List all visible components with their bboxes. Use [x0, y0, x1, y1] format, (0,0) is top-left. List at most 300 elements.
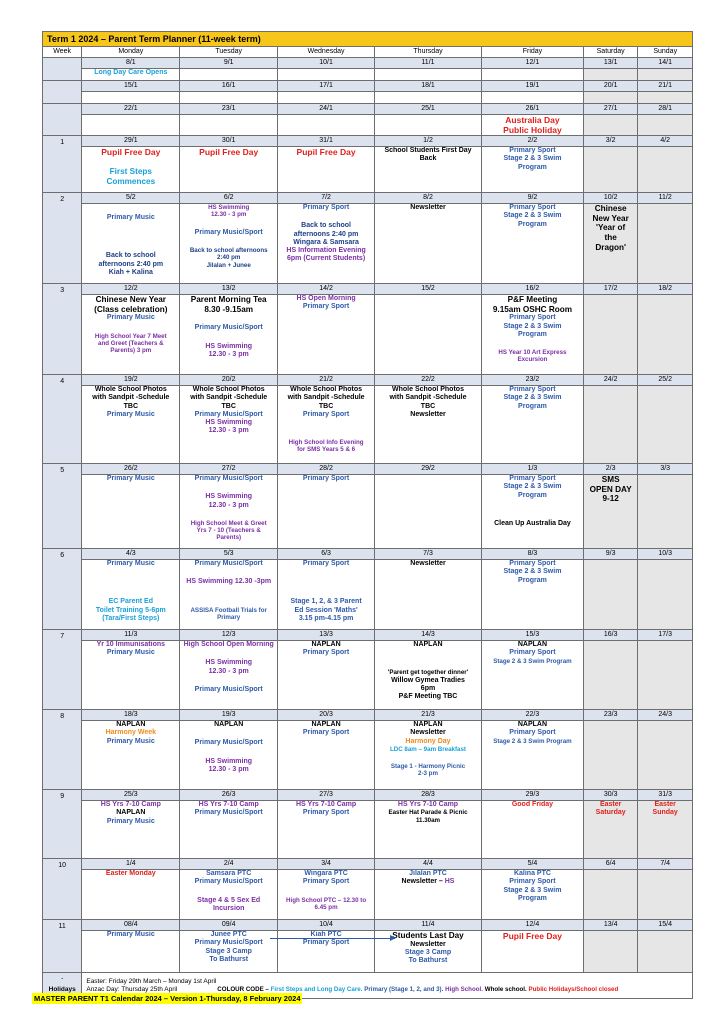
swim-program: Stage 2 & 3 Swim — [503, 322, 562, 330]
naplan: NAPLAN — [214, 721, 244, 729]
event-cell — [82, 69, 180, 81]
primary-music: Primary Music — [106, 560, 155, 568]
naplan: NAPLAN — [517, 641, 548, 649]
naplan: NAPLAN — [413, 721, 443, 729]
back-to-school: Back to school — [301, 222, 351, 230]
event-cell — [278, 931, 375, 973]
date-cell: 1/4 — [82, 859, 180, 870]
hs-swimming: HS Swimming — [205, 493, 253, 501]
event-cell — [82, 870, 180, 920]
easter-saturday: Saturday — [595, 809, 626, 817]
date-cell: 7/4 — [638, 859, 693, 870]
school-first-day-back: Back — [419, 155, 437, 163]
newsletter: Newsletter — [410, 560, 446, 568]
event-cell — [481, 721, 583, 790]
clean-up-australia-day: Clean Up Australia Day — [494, 519, 571, 527]
date-cell: 30/3 — [583, 790, 638, 801]
event-cell — [82, 801, 180, 859]
primary-sport: Primary Sport — [509, 878, 556, 886]
week-cell-blank — [43, 104, 82, 136]
holidays-label: Holidays — [48, 985, 76, 993]
event-cell — [278, 204, 375, 284]
date-cell: 20/2 — [180, 375, 278, 386]
week-number: 10 — [43, 859, 82, 920]
event-cell — [82, 931, 180, 973]
date-cell: 9/1 — [180, 58, 278, 69]
primary-sport: Primary Sport — [302, 560, 350, 568]
chinese-new-year: Chinese — [594, 204, 627, 214]
school-photos-2: with Sandpit -Schedule — [190, 394, 268, 402]
event-cell — [583, 204, 638, 284]
stage3-camp-dest: To Bathurst — [408, 957, 448, 965]
date-cell: 25/2 — [638, 375, 693, 386]
date-cell: 8/2 — [375, 193, 482, 204]
date-cell: 4/3 — [82, 549, 180, 560]
sex-ed-incursion-2: Incursion — [212, 904, 245, 912]
year7-meet-greet-2: and Greet (Teachers & — [98, 339, 164, 347]
colour-code-hs: High School. — [445, 985, 483, 993]
date-cell: 12/3 — [180, 630, 278, 641]
date-cell: 8/3 — [481, 549, 583, 560]
header-sunday: Sunday — [638, 47, 693, 58]
date-cell: 1/3 — [481, 464, 583, 475]
date-cell: 30/1 — [180, 136, 278, 147]
event-cell — [278, 386, 375, 464]
hs-swimming: HS Swimming 12.30 -3pm — [186, 578, 272, 586]
easter-hat-parade-time: 11.30am — [415, 816, 441, 824]
header-monday: Monday — [82, 47, 180, 58]
week-number: 4 — [43, 375, 82, 464]
easter-hat-parade: Easter Hat Parade & Picnic — [388, 809, 468, 817]
event-cell — [82, 204, 180, 284]
event-cell — [82, 560, 180, 630]
primary-music: Primary Music — [106, 931, 155, 939]
primary-sport: Primary Sport — [302, 878, 350, 886]
date-cell: 8/1 — [82, 58, 180, 69]
date-cell: 3/3 — [638, 464, 693, 475]
date-cell: 25/3 — [82, 790, 180, 801]
chinese-new-year-2: New Year — [592, 213, 629, 223]
school-photos: Whole School Photos — [290, 386, 363, 394]
primary-music: Primary Music — [106, 817, 155, 825]
school-photos-3: TBC — [221, 402, 236, 410]
easter: Easter — [599, 801, 622, 809]
primary-music: Primary Music — [106, 214, 155, 222]
back-to-school-time: afternoons 2:40 pm — [293, 230, 359, 238]
easter-holiday-dates: Easter: Friday 29th March – Monday 1st April — [86, 977, 217, 985]
date-cell: 16/1 — [180, 81, 278, 92]
swim-program-cont: Program — [518, 894, 547, 902]
date-cell: 20/3 — [278, 710, 375, 721]
parent-dinner-venue: Willow Gymea Tradies — [391, 676, 465, 684]
first-steps-commences: Commences — [106, 176, 156, 186]
event-cell — [180, 870, 278, 920]
newsletter: Newsletter — [410, 410, 446, 418]
chinese-new-year-3: 'Year of — [596, 223, 626, 233]
date-cell: 18/3 — [82, 710, 180, 721]
date-cell: 17/3 — [638, 630, 693, 641]
date-cell: 24/3 — [638, 710, 693, 721]
primary-sport: Primary Sport — [302, 809, 350, 817]
week-number: 2 — [43, 193, 82, 284]
students-last-day: Students Last Day — [392, 931, 464, 941]
event-cell — [375, 204, 482, 284]
date-cell: 7/2 — [278, 193, 375, 204]
ldc-breakfast: LDC 8am – 9am Breakfast — [389, 745, 466, 753]
date-cell: 23/1 — [180, 104, 278, 115]
date-cell: 27/3 — [278, 790, 375, 801]
date-cell: 13/3 — [278, 630, 375, 641]
yr10-immunisations: Yr 10 Immunisations — [96, 641, 166, 649]
hs-swimming-time: 12.30 - 3 pm — [208, 765, 249, 773]
swim-program: Stage 2 & 3 Swim — [503, 212, 562, 220]
school-first-day: School Students First Day — [384, 147, 472, 155]
date-cell: 09/4 — [180, 920, 278, 931]
hs-ptc-time: 6.45 pm — [314, 903, 338, 911]
harmony-week: Harmony Week — [105, 729, 157, 737]
date-cell: 13/2 — [180, 284, 278, 295]
newsletter-hs: HS — [444, 878, 455, 886]
event-cell — [375, 147, 482, 193]
primary-sport: Primary Sport — [302, 303, 350, 311]
primary-music-sport: Primary Music/Sport — [194, 878, 263, 886]
hs-meet-greet-3: Parents) — [216, 534, 242, 542]
parent-dinner-time: 6pm — [420, 684, 436, 692]
school-photos-3: TBC — [318, 402, 334, 410]
date-cell: 12/4 — [481, 920, 583, 931]
primary-music-sport: Primary Music/Sport — [194, 410, 263, 418]
date-cell: 14/3 — [375, 630, 482, 641]
date-cell: 10/1 — [278, 58, 375, 69]
sms-open-day-2: OPEN DAY — [589, 484, 632, 494]
date-cell: 2/2 — [481, 136, 583, 147]
newsletter: Newsletter — [410, 204, 446, 212]
date-cell: 29/2 — [375, 464, 482, 475]
date-cell: 10/2 — [583, 193, 638, 204]
date-cell: 2/4 — [180, 859, 278, 870]
newsletter: Newsletter — [410, 729, 446, 737]
hs-swimming: HS Swimming — [205, 419, 253, 427]
primary-sport: Primary Sport — [509, 147, 556, 155]
pf-meeting: P&F Meeting — [507, 295, 558, 305]
event-cell — [82, 386, 180, 464]
event-cell — [278, 475, 375, 549]
stage3-camp: Stage 3 Camp — [404, 948, 452, 956]
event-cell — [180, 386, 278, 464]
date-cell: 3/4 — [278, 859, 375, 870]
event-cell — [180, 560, 278, 630]
event-cell — [481, 147, 583, 193]
primary-music: Primary Music — [106, 314, 155, 322]
swim-program: Stage 2 & 3 Swim — [503, 155, 562, 163]
date-cell: 27/1 — [583, 104, 638, 115]
kiah-ptc: Kiah PTC — [310, 931, 342, 939]
kalina-ptc: Kalina PTC — [513, 870, 551, 878]
date-cell: 16/2 — [481, 284, 583, 295]
date-cell: 26/2 — [82, 464, 180, 475]
harmony-picnic: Stage 1 - Harmony Picnic — [390, 763, 466, 771]
week-number: 11 — [43, 920, 82, 973]
date-cell: 14/2 — [278, 284, 375, 295]
hs-open-morning: HS Open Morning — [296, 295, 356, 303]
parent-morning-tea-time: 8.30 -9.15am — [204, 304, 254, 314]
date-cell: 19/3 — [180, 710, 278, 721]
date-cell: 23/3 — [583, 710, 638, 721]
date-cell: 1/2 — [375, 136, 482, 147]
colour-code-holiday: Public Holidays/School closed — [528, 985, 619, 993]
week-number: 3 — [43, 284, 82, 375]
colour-code-label: COLOUR CODE – — [217, 985, 271, 993]
date-cell: 15/1 — [82, 81, 180, 92]
naplan: NAPLAN — [311, 721, 341, 729]
event-cell — [82, 721, 180, 790]
primary-sport: Primary Sport — [302, 649, 350, 657]
date-cell: 11/4 — [375, 920, 482, 931]
event-cell — [481, 560, 583, 630]
primary-music-sport: Primary Music/Sport — [194, 739, 263, 747]
event-cell — [375, 560, 482, 630]
primary-music-sport: Primary Music/Sport — [194, 324, 263, 332]
easter: Easter — [654, 801, 676, 809]
event-cell — [375, 386, 482, 464]
date-cell: 6/2 — [180, 193, 278, 204]
date-cell: 19/2 — [82, 375, 180, 386]
primary-sport: Primary Sport — [509, 386, 556, 394]
week-number: 8 — [43, 710, 82, 790]
maths-session-2: Ed Session 'Maths' — [294, 606, 358, 614]
back-to-school-time: 2:40 pm — [217, 254, 241, 262]
stage3-camp-arrow — [270, 938, 395, 939]
date-cell: 13/1 — [583, 58, 638, 69]
header-saturday: Saturday — [583, 47, 638, 58]
jilalan-ptc: Jilalan PTC — [409, 870, 447, 878]
date-cell: 28/1 — [638, 104, 693, 115]
stage3-camp: Stage 3 Camp — [205, 947, 252, 955]
event-cell — [583, 801, 638, 859]
event-cell — [180, 204, 278, 284]
date-cell: 26/1 — [481, 104, 583, 115]
primary-sport: Primary Sport — [302, 939, 350, 947]
header-week: Week — [43, 47, 82, 58]
event-cell — [278, 870, 375, 920]
header-friday: Friday — [481, 47, 583, 58]
hs-open-morning: High School Open Morning — [183, 641, 274, 649]
naplan: NAPLAN — [116, 721, 146, 729]
hs-information-evening: HS Information Evening — [286, 247, 366, 255]
school-photos-2: with Sandpit -Schedule — [92, 394, 170, 402]
event-cell — [375, 801, 482, 859]
date-cell: 4/4 — [375, 859, 482, 870]
naplan: NAPLAN — [517, 721, 548, 729]
week-cell-blank — [43, 81, 82, 104]
back-to-school-classes: Jilalan + Junee — [206, 261, 251, 269]
hs-info-evening: High School Info Evening — [288, 439, 364, 447]
school-photos: Whole School Photos — [192, 386, 265, 394]
school-photos: Whole School Photos — [392, 386, 464, 394]
event-cell — [278, 721, 375, 790]
date-cell: 22/1 — [82, 104, 180, 115]
swim-program-cont: Program — [518, 330, 547, 338]
chinese-new-year-5: Dragon' — [595, 242, 626, 252]
date-cell: 29/1 — [82, 136, 180, 147]
good-friday: Good Friday — [511, 801, 554, 809]
primary-music: Primary Music — [106, 410, 155, 418]
hs-camp: HS Yrs 7-10 Camp — [295, 801, 357, 809]
stage3-camp-dest: To Bathurst — [209, 955, 249, 963]
school-photos: Whole School Photos — [94, 386, 167, 394]
date-cell: 9/2 — [481, 193, 583, 204]
easter-monday: Easter Monday — [105, 870, 156, 878]
samsara-ptc: Samsara PTC — [206, 870, 252, 878]
date-cell: 7/3 — [375, 549, 482, 560]
event-cell — [278, 801, 375, 859]
week-number: 1 — [43, 136, 82, 193]
swim-program-cont: Program — [518, 402, 547, 410]
event-cell — [481, 641, 583, 710]
swim-program-cont: Program — [518, 576, 547, 584]
date-cell: 26/3 — [180, 790, 278, 801]
tara-first-steps: (Tara/First Steps) — [102, 614, 160, 622]
first-steps: First Steps — [109, 167, 152, 177]
parent-morning-tea: Parent Morning Tea — [190, 295, 267, 305]
event-cell — [82, 147, 180, 193]
date-cell: 5/2 — [82, 193, 180, 204]
maths-session-time: 3.15 pm-4.15 pm — [298, 614, 354, 622]
primary-music-sport: Primary Music/Sport — [194, 685, 263, 693]
school-photos-2: with Sandpit -Schedule — [287, 394, 365, 402]
event-cell — [375, 721, 482, 790]
primary-sport: Primary Sport — [302, 729, 350, 737]
event-cell — [375, 870, 482, 920]
sms-open-day-time: 9-12 — [602, 494, 619, 504]
pf-meeting-time: 9.15am OSHC Room — [492, 304, 573, 314]
week-number: 6 — [43, 549, 82, 630]
football-trials: ASSISA Football Trials for — [190, 606, 267, 614]
hs-swimming: HS Swimming — [205, 659, 253, 667]
hs-camp: HS Yrs 7-10 Camp — [198, 801, 259, 809]
back-to-school: Back to school afternoons — [189, 246, 268, 254]
event-cell — [180, 475, 278, 549]
date-cell: 10/3 — [638, 549, 693, 560]
primary-sport: Primary Sport — [302, 204, 350, 212]
pupil-free-day: Pupil Free Day — [502, 931, 562, 942]
event-cell — [481, 801, 583, 859]
anzac-day: Anzac Day: Thursday 25th April — [86, 985, 178, 993]
primary-music: Primary Music — [106, 649, 155, 657]
term-planner-table — [42, 31, 693, 999]
primary-music: Primary Music — [106, 737, 155, 745]
junee-ptc: Junee PTC — [210, 931, 247, 939]
primary-sport: Primary Sport — [302, 410, 350, 418]
date-cell: 21/1 — [638, 81, 693, 92]
event-cell — [278, 560, 375, 630]
event-cell — [180, 721, 278, 790]
back-to-school: Back to school — [105, 252, 156, 260]
event-cell — [638, 801, 693, 859]
event-cell — [278, 295, 375, 375]
event-cell — [481, 295, 583, 375]
hs-swimming-time: 12.30 - 3 pm — [208, 667, 249, 675]
date-cell: 9/3 — [583, 549, 638, 560]
date-cell: 15/2 — [375, 284, 482, 295]
date-cell: 18/1 — [375, 81, 482, 92]
swim-program: Stage 2 & 3 Swim — [503, 568, 562, 576]
date-cell: 10/4 — [278, 920, 375, 931]
hs-swimming-time: 12.30 - 3 pm — [208, 427, 249, 435]
hs-swimming-time: 12.30 - 3 pm — [210, 211, 247, 219]
date-cell: 11/1 — [375, 58, 482, 69]
hs-camp: HS Yrs 7-10 Camp — [100, 801, 161, 809]
primary-sport: Primary Sport — [509, 560, 556, 568]
swim-program-cont: Program — [518, 491, 547, 499]
date-cell: 16/3 — [583, 630, 638, 641]
primary-sport: Primary Sport — [509, 649, 556, 657]
school-photos-3: TBC — [123, 402, 138, 410]
primary-music-sport: Primary Music/Sport — [194, 939, 263, 947]
date-cell: 14/1 — [638, 58, 693, 69]
event-cell — [481, 870, 583, 920]
date-cell: 19/1 — [481, 81, 583, 92]
primary-music: Primary Music — [106, 475, 155, 483]
date-cell: 29/3 — [481, 790, 583, 801]
event-cell — [180, 147, 278, 193]
event-cell — [278, 641, 375, 710]
planner-title: Term 1 2024 – Parent Term Planner (11-week term) — [43, 32, 693, 47]
date-cell: 27/2 — [180, 464, 278, 475]
event-cell — [375, 641, 482, 710]
hs-swimming: HS Swimming — [205, 342, 253, 350]
date-cell: 2/3 — [583, 464, 638, 475]
date-cell: 22/2 — [375, 375, 482, 386]
back-to-school-classes: Wingara & Samsara — [293, 238, 359, 246]
document-footer: MASTER PARENT T1 Calendar 2024 – Version 1-Thursday, 8 February 2024 — [34, 994, 301, 1003]
colour-code-primary: Primary (Stage 1, 2, and 3). — [364, 985, 444, 993]
date-cell: 31/1 — [278, 136, 375, 147]
naplan: NAPLAN — [311, 641, 341, 649]
date-cell: 21/3 — [375, 710, 482, 721]
date-cell: 25/1 — [375, 104, 482, 115]
school-photos-3: TBC — [420, 402, 436, 410]
art-express-excursion: HS Year 10 Art Express — [498, 349, 567, 357]
week-cell-blank — [43, 58, 82, 81]
newsletter: Newsletter – — [401, 878, 445, 886]
date-cell: 31/3 — [638, 790, 693, 801]
ec-parent-ed: EC Parent Ed — [108, 598, 153, 606]
harmony-day: Harmony Day — [405, 737, 451, 745]
event-cell — [583, 475, 638, 549]
date-cell: 20/1 — [583, 81, 638, 92]
date-cell: 24/2 — [583, 375, 638, 386]
primary-music-sport: Primary Music/Sport — [194, 809, 263, 817]
hs-information-evening-time: 6pm (Current Students) — [286, 255, 366, 263]
swim-program: Stage 2 & 3 Swim — [503, 886, 562, 894]
chinese-new-year: Chinese New Year — [95, 295, 166, 305]
class-celebration: (Class celebration) — [94, 304, 168, 314]
event-cell — [180, 931, 278, 973]
date-cell: 17/2 — [583, 284, 638, 295]
date-cell: 08/4 — [82, 920, 180, 931]
date-cell: 28/2 — [278, 464, 375, 475]
pf-meeting-tbc: P&F Meeting TBC — [398, 693, 458, 701]
school-photos-2: with Sandpit -Schedule — [389, 394, 467, 402]
header-tuesday: Tuesday — [180, 47, 278, 58]
week-number: 7 — [43, 630, 82, 710]
event-cell — [180, 641, 278, 710]
date-cell: 11/3 — [82, 630, 180, 641]
football-trials-2: Primary — [217, 613, 241, 621]
art-express-excursion-2: Excursion — [517, 356, 548, 364]
date-cell: 21/2 — [278, 375, 375, 386]
